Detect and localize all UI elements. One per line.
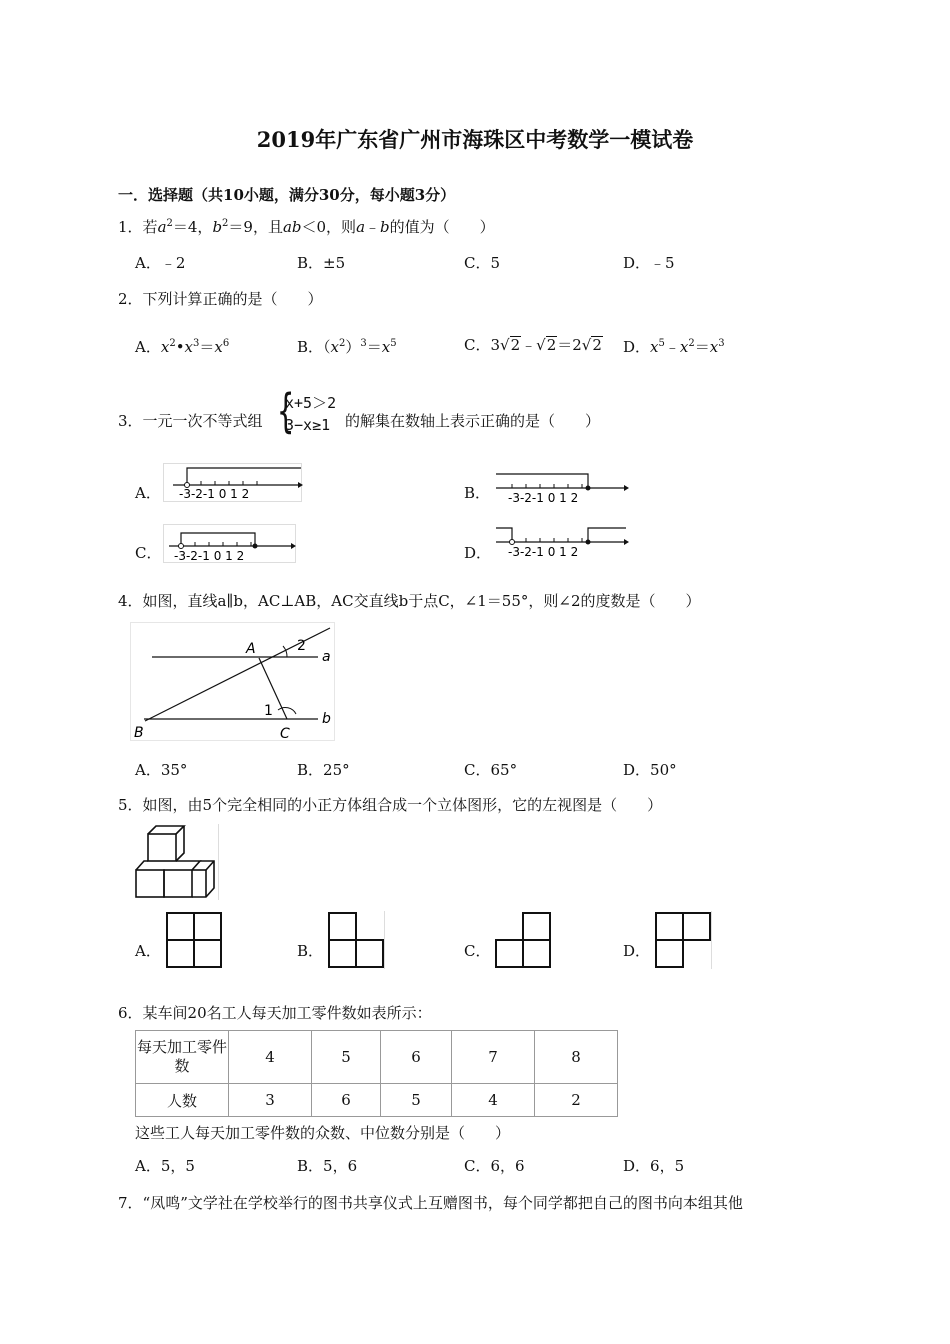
table-row — [136, 1084, 618, 1117]
q3-option-d-label[interactable]: D． — [464, 544, 492, 562]
q4-option-d[interactable]: D．50° — [623, 761, 677, 779]
svg-text:-3-2-1 0 1 2: -3-2-1 0 1 2 — [508, 491, 579, 505]
table-row-header: 每天加工零件数 — [136, 1031, 229, 1084]
table-cell: 8 — [535, 1031, 618, 1084]
svg-text:-3-2-1 0 1 2: -3-2-1 0 1 2 — [179, 487, 250, 501]
q5-cube-figure — [134, 824, 220, 900]
q5-option-b-view[interactable] — [325, 911, 387, 969]
svg-text:A: A — [246, 641, 256, 657]
q6-option-c[interactable]: C．6，6 — [464, 1157, 525, 1175]
svg-text:-3-2-1 0 1 2: -3-2-1 0 1 2 — [174, 549, 245, 563]
q5-option-c-view[interactable] — [492, 911, 554, 969]
q2-option-d[interactable]: D．$x^5﹣x^2=x^3$ — [623, 338, 725, 356]
table-row — [136, 1031, 618, 1084]
question-7: 7．“凤鸣”文学社在学校举行的图书共享仪式上互赠图书，每个同学都把自己的图书向本组其他 — [118, 1194, 743, 1212]
table-row-header: 人数 — [136, 1084, 229, 1117]
svg-text:a: a — [322, 649, 331, 665]
q5-option-b-label[interactable]: B． — [297, 942, 324, 960]
q4-option-a[interactable]: A．35° — [135, 761, 188, 779]
table-cell: 7 — [452, 1031, 535, 1084]
question-6: 6．某车间20名工人每天加工零件数如表所示： — [118, 1004, 432, 1022]
section-heading: 一．选择题（共10小题，满分30分，每小题3分） — [118, 186, 456, 204]
q1-number: 1． — [118, 218, 143, 236]
q1-option-a[interactable]: A．﹣2 — [135, 254, 186, 272]
svg-text:b: b — [322, 711, 331, 727]
q3-option-b-numberline[interactable] — [492, 470, 630, 506]
page-title: 2019年广东省广州市海珠区中考数学一模试卷 — [256, 127, 694, 152]
question-4: 4．如图，直线a∥b，AC⊥AB，AC交直线b于点C，∠1＝55°，则∠2的度数是（ ） — [118, 592, 701, 610]
table-cell: 2 — [535, 1084, 618, 1117]
q2-option-c[interactable]: C．3√2﹣√2＝2√2 — [464, 336, 602, 354]
q5-option-c-label[interactable]: C． — [464, 942, 491, 960]
question-3-suffix: 的解集在数轴上表示正确的是（ ） — [345, 412, 601, 430]
q4-option-b[interactable]: B．25° — [297, 761, 350, 779]
q5-option-a-label[interactable]: A． — [135, 942, 161, 960]
q6-follow-question: 这些工人每天加工零件数的众数、中位数分别是（ ） — [135, 1124, 511, 1142]
inequality-system: { x+5＞2 3−x≥1 — [276, 384, 337, 438]
table-cell: 6 — [381, 1031, 452, 1084]
table-cell: 4 — [452, 1084, 535, 1117]
q6-option-b[interactable]: B．5，6 — [297, 1157, 358, 1175]
q3-option-a-numberline[interactable] — [163, 463, 303, 503]
q3-option-c-label[interactable]: C． — [135, 544, 162, 562]
q4-figure — [130, 622, 336, 742]
table-cell: 5 — [381, 1084, 452, 1117]
table-cell: 4 — [229, 1031, 312, 1084]
table-cell: 3 — [229, 1084, 312, 1117]
q6-option-a[interactable]: A．5，5 — [135, 1157, 195, 1175]
q5-option-d-label[interactable]: D． — [623, 942, 651, 960]
q3-option-a-label[interactable]: A． — [135, 484, 161, 502]
q3-option-b-label[interactable]: B． — [464, 484, 491, 502]
question-5: 5．如图，由5个完全相同的小正方体组合成一个立体图形，它的左视图是（ ） — [118, 796, 663, 814]
svg-text:1: 1 — [264, 703, 273, 719]
q1-option-b[interactable]: B．±5 — [297, 254, 346, 272]
q4-option-c[interactable]: C．65° — [464, 761, 518, 779]
q3-option-d-numberline[interactable] — [492, 524, 630, 562]
svg-text:B: B — [134, 725, 144, 741]
q6-option-d[interactable]: D．6，5 — [623, 1157, 685, 1175]
svg-text:C: C — [280, 726, 290, 742]
q2-option-a[interactable]: A．$x^2•x^3=x^6$ — [135, 338, 230, 356]
q6-data-table — [135, 1030, 618, 1117]
q3-option-c-numberline[interactable] — [163, 524, 297, 564]
svg-text:-3-2-1 0 1 2: -3-2-1 0 1 2 — [508, 545, 579, 559]
table-cell: 6 — [312, 1084, 381, 1117]
q5-option-d-view[interactable] — [652, 911, 714, 969]
table-cell: 5 — [312, 1031, 381, 1084]
question-3-prefix: 3．一元一次不等式组 — [118, 412, 263, 430]
q1-option-d[interactable]: D．﹣5 — [623, 254, 675, 272]
q5-option-a-view[interactable] — [163, 911, 225, 969]
q2-option-b[interactable]: B．$(x^2)^3=x^5$ — [297, 338, 397, 356]
svg-text:2: 2 — [297, 638, 306, 654]
q1-option-c[interactable]: C．5 — [464, 254, 501, 272]
question-2: 2．下列计算正确的是（ ） — [118, 290, 323, 308]
question-1: 1．若$a^2=4$，$b^2=9$，且ab＜0，则a﹣b的值为（ ） — [118, 218, 495, 236]
